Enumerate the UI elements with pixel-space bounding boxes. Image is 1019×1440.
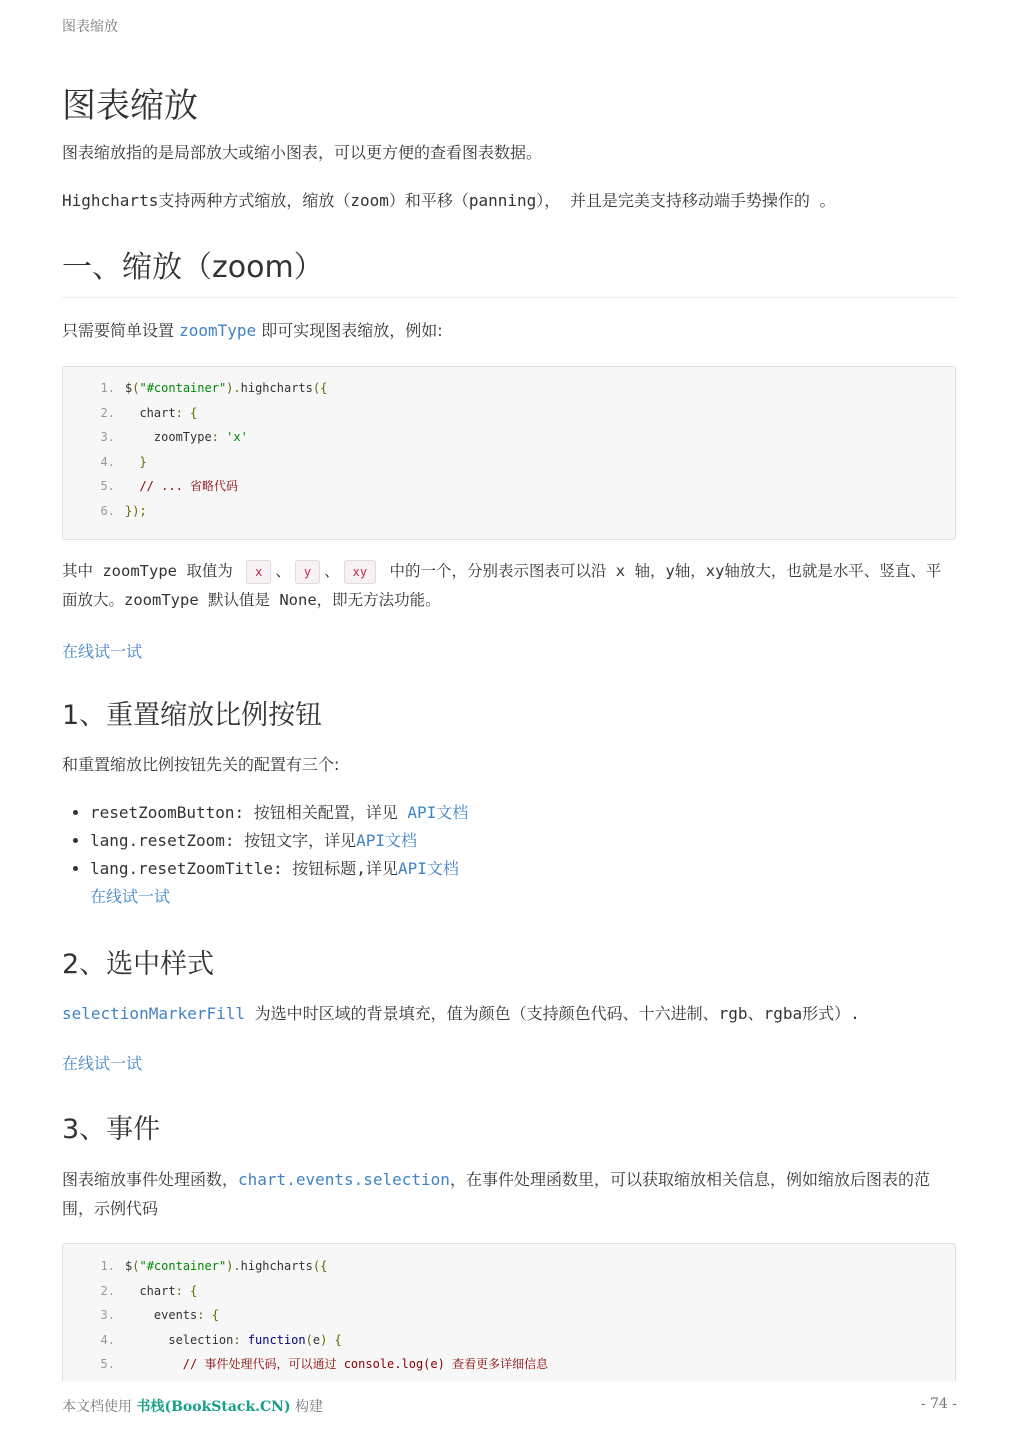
zoom-intro-paragraph bbox=[62, 316, 956, 345]
line-number: 6. bbox=[100, 503, 115, 518]
code-token: : { bbox=[175, 405, 198, 420]
code-token: "#container" bbox=[139, 1259, 227, 1273]
code-token: ) { bbox=[320, 1332, 342, 1347]
kbd-y: y bbox=[295, 560, 320, 584]
code-line bbox=[63, 401, 955, 426]
try-online-link-zoom[interactable]: 在线试一试 bbox=[62, 642, 143, 661]
events-text: ，在事件处理函数里，可以获取缩放相关信息，例如缩放后图表的范围，示例代码 bbox=[62, 1170, 930, 1218]
code-token: ( bbox=[132, 1259, 140, 1273]
code-token: $ bbox=[125, 1259, 133, 1273]
subsection-heading-events: 3、事件 bbox=[62, 1114, 161, 1145]
page-number: - 74 - bbox=[920, 1396, 957, 1412]
line-number: 1. bbox=[100, 1259, 115, 1273]
list-item bbox=[90, 855, 468, 911]
code-token: } bbox=[125, 454, 147, 469]
list-item bbox=[90, 799, 468, 827]
reset-intro-paragraph: 和重置缩放比例按钮先关的配置有三个: bbox=[62, 755, 340, 774]
desc-text: 中的一个，分别表示图表可以沿 x 轴，y轴，xy轴放大，也就是水平、竖直、平面放大。zoomType 默认值是 None，即无方法功能。 bbox=[62, 562, 942, 609]
code-token: ({ bbox=[312, 1259, 328, 1273]
code-line bbox=[63, 1328, 955, 1353]
code-token: ({ bbox=[312, 381, 328, 395]
code-token: }); bbox=[125, 503, 147, 518]
events-text: 图表缩放事件处理函数， bbox=[62, 1170, 239, 1189]
selection-marker-fill-link[interactable]: selectionMarkerFill bbox=[62, 1004, 246, 1023]
try-online-link-reset[interactable]: 在线试一试 bbox=[90, 887, 171, 906]
kbd-xy: xy bbox=[344, 560, 376, 584]
section-divider bbox=[62, 297, 956, 298]
code-token: ( bbox=[305, 1332, 313, 1347]
code-token: : { bbox=[175, 1283, 198, 1298]
code-token: e bbox=[312, 1332, 321, 1347]
code-token: $ bbox=[125, 381, 133, 395]
events-paragraph bbox=[62, 1165, 956, 1223]
list-item-text: lang.resetZoom: 按钮文字，详见 bbox=[90, 831, 357, 850]
subsection-heading-reset: 1、重置缩放比例按钮 bbox=[62, 700, 323, 731]
code-comment: // 事件处理代码，可以通过 console.log(e) 查看更多详细信息 bbox=[125, 1357, 549, 1372]
code-line bbox=[63, 376, 955, 401]
reset-config-list bbox=[62, 799, 468, 911]
line-number: 1. bbox=[100, 381, 115, 395]
zoomtype-description bbox=[62, 557, 956, 615]
code-token: : bbox=[233, 1332, 248, 1347]
code-token: : bbox=[211, 430, 227, 445]
code-token: "#container" bbox=[139, 381, 227, 395]
selection-style-text: 为选中时区域的背景填充，值为颜色（支持颜色代码、十六进制、rgb、rgba形式）. bbox=[245, 1004, 860, 1023]
line-number: 3. bbox=[100, 1308, 115, 1323]
code-line bbox=[63, 474, 955, 499]
list-item-text: lang.resetZoomTitle: 按钮标题,详见 bbox=[90, 859, 398, 878]
code-block-zoom bbox=[62, 366, 956, 540]
intro-paragraph-2: Highcharts支持两种方式缩放，缩放（zoom）和平移（panning）， 并且是完美支持移动端手势操作的 。 bbox=[62, 191, 836, 210]
page-footer bbox=[62, 1396, 323, 1416]
try-online-link-selection[interactable]: 在线试一试 bbox=[62, 1054, 143, 1073]
footer-brand-link[interactable]: 书栈(BookStack.CN) bbox=[136, 1399, 291, 1415]
line-number: 3. bbox=[100, 430, 115, 445]
list-item bbox=[90, 827, 468, 855]
zoom-intro-suffix: 即可实现图表缩放，例如: bbox=[256, 321, 443, 340]
line-number: 4. bbox=[100, 454, 115, 469]
code-token: highcharts bbox=[240, 381, 313, 395]
code-line bbox=[63, 425, 955, 450]
subsection-heading-selection-style: 2、选中样式 bbox=[62, 949, 215, 980]
code-comment: // ... 省略代码 bbox=[125, 479, 239, 494]
code-token: highcharts bbox=[240, 1259, 313, 1273]
code-line bbox=[63, 450, 955, 475]
page-title: 图表缩放 bbox=[62, 86, 198, 126]
line-number: 5. bbox=[100, 479, 115, 494]
code-token: selection bbox=[125, 1332, 234, 1347]
section-heading-zoom: 一、缩放（zoom） bbox=[62, 250, 324, 285]
line-number: 2. bbox=[100, 1283, 115, 1298]
code-line bbox=[63, 1279, 955, 1304]
code-token: zoomType bbox=[125, 430, 212, 445]
line-number: 4. bbox=[100, 1332, 115, 1347]
code-keyword: function bbox=[247, 1332, 306, 1347]
api-doc-link[interactable]: API文档 bbox=[356, 831, 418, 850]
code-token: : { bbox=[197, 1308, 219, 1323]
zoomtype-code-link[interactable]: zoomType bbox=[179, 321, 257, 340]
running-header: 图表缩放 bbox=[62, 19, 118, 35]
events-selection-link[interactable]: chart.events.selection bbox=[238, 1170, 450, 1189]
code-token: ). bbox=[226, 381, 241, 395]
api-doc-link[interactable]: API文档 bbox=[407, 803, 469, 822]
footer-text: 本文档使用 bbox=[62, 1399, 137, 1415]
footer-text: 构建 bbox=[290, 1399, 324, 1415]
selection-style-paragraph bbox=[62, 999, 956, 1028]
line-number: 2. bbox=[100, 405, 115, 420]
kbd-x: x bbox=[246, 560, 271, 584]
code-line bbox=[63, 1254, 955, 1279]
api-doc-link[interactable]: API文档 bbox=[397, 859, 459, 878]
code-line bbox=[63, 1303, 955, 1328]
list-item-text: resetZoomButton: 按钮相关配置，详见 bbox=[90, 803, 408, 822]
code-token: 'x' bbox=[226, 430, 248, 445]
code-block-events bbox=[62, 1243, 956, 1381]
zoom-intro-prefix: 只需要简单设置 bbox=[62, 321, 180, 340]
code-token: chart bbox=[125, 405, 176, 420]
code-token: chart bbox=[125, 1283, 176, 1298]
separator: 、 bbox=[275, 562, 291, 580]
code-line bbox=[63, 499, 955, 524]
line-number: 5. bbox=[100, 1357, 115, 1372]
code-token: events bbox=[125, 1308, 198, 1323]
intro-paragraph-1: 图表缩放指的是局部放大或缩小图表，可以更方便的查看图表数据。 bbox=[62, 143, 543, 162]
desc-text: 其中 zoomType 取值为 bbox=[62, 562, 243, 580]
code-token: ). bbox=[226, 1259, 241, 1273]
code-token: ( bbox=[132, 381, 140, 395]
code-line bbox=[63, 1352, 955, 1377]
separator: 、 bbox=[324, 562, 340, 580]
